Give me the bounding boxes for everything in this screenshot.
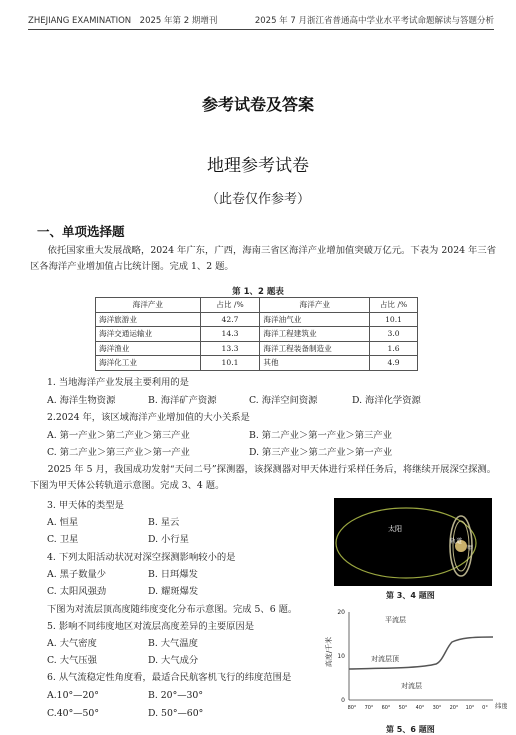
x-tick-label: 0° (482, 705, 488, 711)
x-axis-label: 纬度 (495, 702, 507, 710)
q4-option-d: D. 耀斑爆发 (148, 586, 199, 597)
figure34-caption: 第 3、4 题图 (386, 591, 435, 600)
q2-option-c: C. 第二产业＞第三产业＞第一产业 (47, 447, 190, 458)
q3-option-d: D. 小行星 (148, 534, 189, 545)
q2-option-b: B. 第二产业＞第一产业＞第三产业 (249, 430, 392, 441)
q4-option-c: C. 太阳风强劲 (47, 586, 107, 597)
paper-title: 地理参考试卷 (207, 156, 309, 176)
q3-stem: 3. 甲天体的类型是 (47, 500, 124, 511)
tropopause-figure (321, 598, 507, 722)
q2-stem: 2.2024 年，该区域海洋产业增加值的大小关系是 (47, 412, 250, 423)
table-header-cell: 海洋产业 (260, 298, 370, 313)
q3-option-c: C. 卫星 (47, 534, 79, 545)
header-right: 2025 年 7 月浙江省普通高中学业水平考试命题解读与答题分析 (254, 16, 494, 26)
paper-note: （此卷仅作参考） (205, 192, 310, 207)
sun-label: 太阳 (388, 525, 402, 533)
table-cell: 42.7 (200, 312, 260, 327)
q5-stem: 5. 影响不同纬度地区对流层高度差异的主要原因是 (47, 621, 255, 632)
table-header-cell: 海洋产业 (96, 298, 201, 313)
x-tick-label: 80° (347, 705, 357, 711)
q1-stem: 1. 当地海洋产业发展主要利用的是 (47, 377, 189, 388)
x-tick-label: 50° (398, 705, 408, 711)
x-tick-label: 20° (449, 705, 459, 711)
table-row (96, 312, 418, 327)
q2-option-d: D. 第三产业＞第二产业＞第一产业 (249, 447, 393, 458)
q5-option-a: A. 大气密度 (47, 638, 97, 649)
header-left: ZHEJIANG EXAMINATION 2025 年第 2 期增刊 (28, 16, 218, 26)
intro-q3-4: 2025 年 5 月，我国成功发射“天问二号”探测器，该探测器对甲天体进行采样任务后，将继续开展深空探测。下图为甲天体公转轨道示意图。完成 3、4 题。 (30, 464, 496, 491)
table-cell: 3.0 (370, 327, 418, 342)
troposphere-label: 对流层 (401, 682, 422, 690)
tropopause-curve (349, 637, 493, 669)
tropopause-label: 对流层顶 (371, 655, 399, 663)
y-axis-label: 高度/千米 (325, 636, 333, 668)
table-cell: 海洋化工业 (96, 356, 201, 371)
body-label: 甲 (467, 545, 474, 552)
q6-option-a: A.10°—20° (47, 690, 99, 701)
industry-table (95, 297, 418, 371)
q5-option-b: B. 大气温度 (148, 638, 198, 649)
q4-option-b: B. 日珥爆发 (148, 569, 198, 580)
tropopause-chart (321, 598, 507, 722)
q5-option-c: C. 大气压强 (47, 655, 97, 666)
q4-option-a: A. 黑子数量少 (47, 569, 107, 580)
x-tick-label: 10° (465, 705, 475, 711)
table-row (96, 356, 418, 371)
table-cell: 1.6 (370, 341, 418, 356)
table-header-cell: 占比 /% (200, 298, 260, 313)
q6-option-d: D. 50°—60° (148, 708, 204, 719)
table-cell: 其他 (260, 356, 370, 371)
q1-option-c: C. 海洋空间资源 (249, 395, 318, 406)
header-rule (28, 29, 494, 30)
q6-stem: 6. 从气流稳定性角度看，最适合民航客机飞行的纬度范围是 (47, 672, 292, 683)
q4-stem: 4. 下列太阳活动状况对深空探测影响较小的是 (47, 552, 236, 563)
intro-q5-6: 下图为对流层顶高度随纬度变化分布示意图。完成 5、6 题。 (47, 604, 298, 615)
x-tick-label: 30° (432, 705, 442, 711)
table-header-row (96, 298, 418, 313)
orbit-label: 轨道 (450, 538, 463, 545)
table-cell: 海洋油气业 (260, 312, 370, 327)
table-row (96, 341, 418, 356)
q3-option-a: A. 恒星 (47, 517, 79, 528)
table-row (96, 327, 418, 342)
table-cell: 13.3 (200, 341, 260, 356)
table-cell: 14.3 (200, 327, 260, 342)
q3-option-b: B. 星云 (148, 517, 180, 528)
x-tick-label: 70° (364, 705, 374, 711)
table-cell: 4.9 (370, 356, 418, 371)
table-cell: 海洋工程装备制造业 (260, 341, 370, 356)
q1-option-b: B. 海洋矿产资源 (148, 395, 217, 406)
q6-option-b: B. 20°—30° (148, 690, 203, 701)
table-cell: 10.1 (370, 312, 418, 327)
stratosphere-label: 平流层 (385, 616, 406, 624)
x-tick-label: 40° (415, 705, 425, 711)
x-tick-label: 60° (381, 705, 391, 711)
table-caption: 第 1、2 题表 (232, 287, 284, 297)
table-cell: 海洋交通运输业 (96, 327, 201, 342)
table-cell: 10.1 (200, 356, 260, 371)
running-header (28, 14, 494, 26)
page-title: 参考试卷及答案 (201, 95, 314, 114)
table-cell: 海洋工程建筑业 (260, 327, 370, 342)
q2-option-a: A. 第一产业＞第二产业＞第三产业 (47, 430, 190, 441)
y-tick-label: 0 (341, 697, 345, 704)
y-tick-label: 10 (337, 653, 345, 660)
orbit-figure (334, 498, 492, 586)
q6-option-c: C.40°—50° (47, 708, 99, 719)
intro-q1-2: 依托国家重大发展战略，2024 年广东，广西，海南三省区海洋产业增加值突破万亿元。下表为 2024 年三省区各海洋产业增加值占比统计图。完成 1、2 题。 (30, 245, 496, 272)
section-heading: 一、单项选择题 (37, 224, 125, 239)
orbit-diagram (334, 498, 492, 586)
y-tick-label: 20 (337, 609, 345, 616)
figure56-caption: 第 5、6 题图 (386, 725, 435, 734)
table-cell: 海洋旅游业 (96, 312, 201, 327)
q1-option-a: A. 海洋生物资源 (47, 395, 116, 406)
table-cell: 海洋渔业 (96, 341, 201, 356)
table-header-cell: 占比 /% (370, 298, 418, 313)
q5-option-d: D. 大气成分 (148, 655, 199, 666)
q1-option-d: D. 海洋化学资源 (352, 395, 421, 406)
